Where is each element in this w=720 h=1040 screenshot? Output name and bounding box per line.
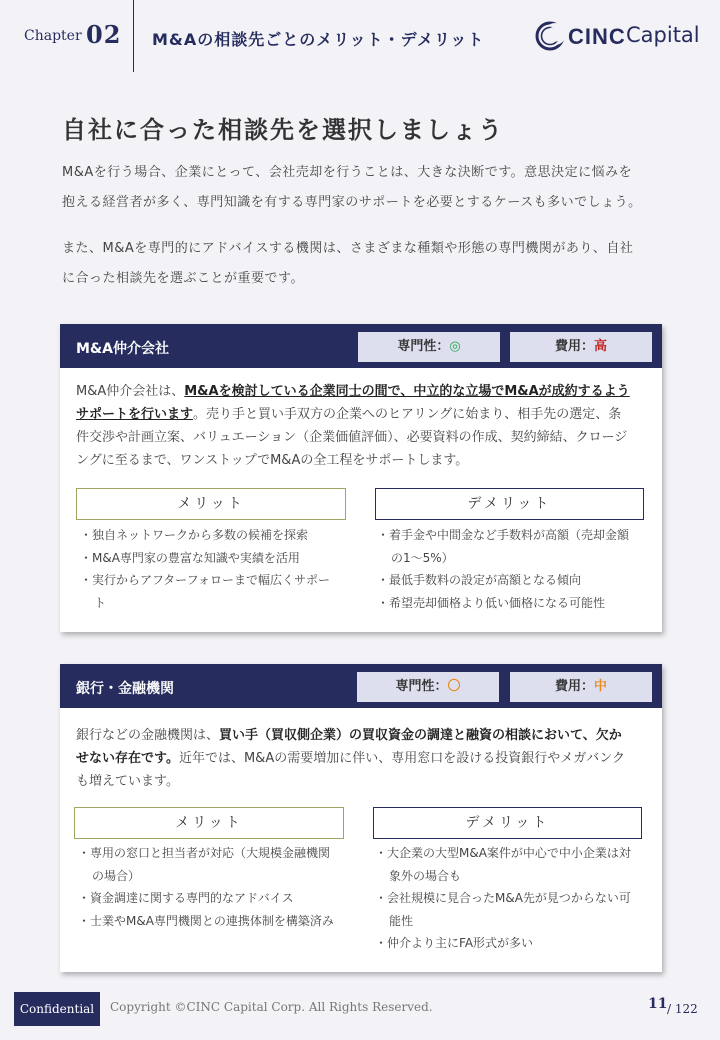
page-number: 11: [648, 996, 668, 1012]
header-title: M&Aの相談先ごとのメリット・デメリット: [152, 30, 485, 49]
card-header: [60, 324, 662, 368]
expertise-badge: [357, 672, 499, 702]
expertise-label: 専門性：: [397, 339, 450, 354]
intro-paragraph-2: [62, 234, 662, 294]
chapter-number: 02: [86, 20, 122, 49]
logo-cinc-text: CINC: [568, 24, 626, 49]
cinc-crescent-icon: [534, 20, 566, 52]
card-description: [76, 724, 632, 793]
list-item: ・ 独自ネットワークから多数の候補を探索: [80, 524, 342, 547]
intro-line: M&Aを行う場合、企業にとって、会社売却を行うことは、大きな決断です。意思決定に悩みを: [62, 165, 633, 180]
intro-line: また、M&Aを専門的にアドバイスする機関は、さまざまな種類や形態の専門機関があり、自社: [62, 241, 634, 256]
expertise-rating: 〇: [447, 679, 461, 694]
merit-list: [78, 842, 340, 932]
desc-emphasis: M&Aを検討している企業同士の間で、中立的な立場でM&Aが成約するようサポートを行います: [76, 384, 630, 422]
list-item: ・ 士業やM&A専門機関との連携体制を構築済み: [78, 910, 340, 933]
header-divider: [133, 0, 134, 72]
cost-rating: 高: [594, 339, 608, 354]
desc-text: 近年では、M&Aの需要増加に伴い、専用窓口を設ける投資銀行やメガバンクも増えています。: [76, 751, 625, 789]
cost-rating: 中: [594, 679, 608, 694]
cost-label: 費用：: [554, 679, 594, 694]
card-title: 銀行・金融機関: [76, 681, 174, 697]
page-header: [0, 0, 720, 72]
logo-capital-text: Capital: [626, 23, 700, 47]
list-item: ・ 会社規模に見合ったM&A先が見つからない可能性: [375, 887, 633, 932]
intro-line: に合った相談先を選ぶことが重要です。: [62, 271, 304, 286]
demerit-list: [375, 842, 633, 955]
confidential-badge: Confidential: [14, 992, 100, 1026]
list-item: ・ M&A専門家の豊富な知識や実績を活用: [80, 547, 342, 570]
cost-badge: [510, 672, 652, 702]
cost-label: 費用：: [554, 339, 594, 354]
expertise-badge: [358, 332, 500, 362]
intro-line: 抱える経営者が多く、専門知識を有する専門家のサポートを必要とするケースも多いでしょう。: [62, 195, 642, 210]
company-logo: [534, 20, 704, 54]
merit-list: [80, 524, 342, 614]
list-item: ・ 仲介より主にFA形式が多い: [375, 932, 633, 955]
card-title: M&A仲介会社: [76, 341, 169, 357]
desc-text: 銀行などの金融機関は、: [76, 728, 220, 743]
cost-badge: [510, 332, 652, 362]
merit-heading: メリット: [76, 488, 346, 520]
demerit-heading: デメリット: [373, 807, 642, 839]
page-total: / 122: [667, 1002, 698, 1016]
merit-heading: メリット: [74, 807, 344, 839]
demerit-heading: デメリット: [375, 488, 644, 520]
list-item: ・ 着手金や中間金など手数料が高額（売却金額の1～5%）: [377, 524, 637, 569]
card-bank: [60, 664, 662, 972]
list-item: ・ 希望売却価格より低い価格になる可能性: [377, 592, 637, 615]
card-ma-broker: [60, 324, 662, 632]
chapter-label: Chapter: [24, 28, 82, 44]
expertise-label: 専門性：: [395, 679, 448, 694]
list-item: ・ 資金調達に関する専門的なアドバイス: [78, 887, 340, 910]
demerit-list: [377, 524, 637, 614]
copyright-text: Copyright ©CINC Capital Corp. All Rights Reserved.: [110, 1000, 433, 1014]
desc-text: 。売り手と買い手双方の企業へのヒアリングに始まり、相手先の選定、条件交渉や計画立案、バリュエーション（企業価値評価）、必要資料の作成、契約締結、クロージングに至るまで、ワンストップでM&Aの全工程をサポートします。: [76, 407, 628, 468]
list-item: ・ 大企業の大型M&A案件が中心で中小企業は対象外の場合も: [375, 842, 633, 887]
list-item: ・ 実行からアフターフォローまで幅広くサポート: [80, 569, 330, 614]
desc-text: M&A仲介会社は、: [76, 384, 185, 399]
list-item: ・ 専用の窓口と担当者が対応（大規模金融機関の場合）: [78, 842, 340, 887]
card-header: [60, 664, 662, 708]
list-item: ・ 最低手数料の設定が高額となる傾向: [377, 569, 637, 592]
expertise-rating: ◎: [449, 339, 461, 354]
desc-emphasis: 買い手（買収側企業）の買収資金の調達と融資の相談において、欠かせない存在です。: [76, 728, 622, 766]
page-title: 自社に合った相談先を選択しましょう: [62, 115, 504, 144]
card-description: [76, 380, 632, 472]
intro-paragraph-1: [62, 158, 662, 218]
